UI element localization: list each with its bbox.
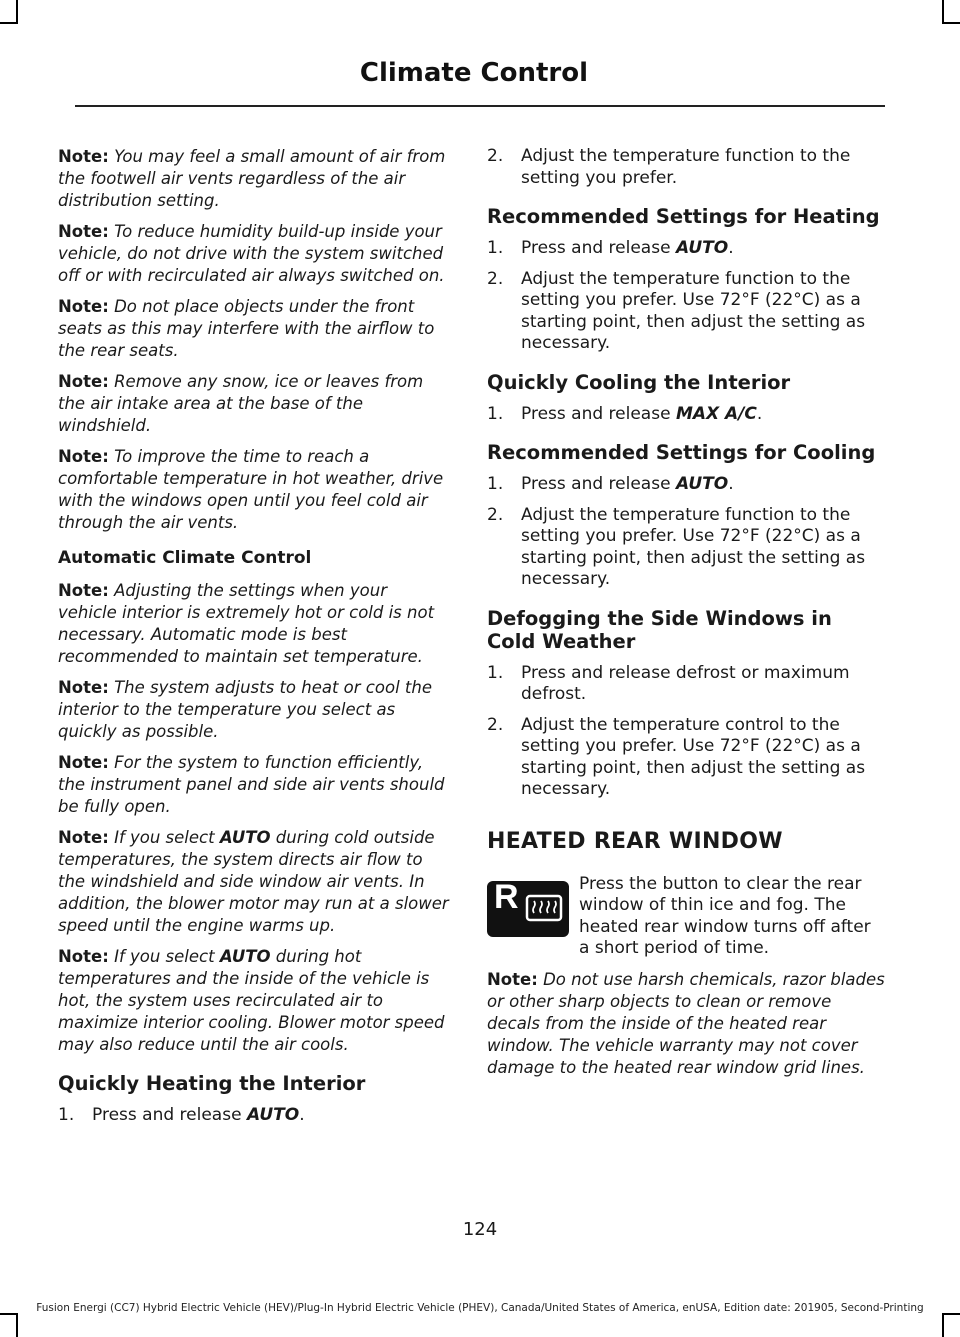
note: Note: Adjusting the settings when your vehicle interior is extremely hot or cold is not necessary. Automatic mode is best recommended to maintain set temperature. — [58, 581, 435, 666]
footer-text: Fusion Energi (CC7) Hybrid Electric Vehicle (HEV)/Plug-In Hybrid Electric Vehicle (PHEV), Canada/United States of America, enUSA, Edition date: 201905, Second-Printing — [36, 1302, 924, 1314]
note: Note: The system adjusts to heat or cool the interior to the temperature you select as quickly as possible. — [58, 678, 432, 741]
quick-cool-heading: Quickly Cooling the Interior — [487, 370, 791, 394]
page-number: 124 — [462, 1219, 498, 1240]
note-cold-weather: Note: If you select AUTO during cold outside temperatures, the system directs air flow to the windshield and side window air vents. In addition, the blower motor may run at a slower speed until the engine warms up. — [58, 828, 449, 935]
list-item: 1. Press and release AUTO. — [487, 238, 734, 258]
list-item: 1. Press and release AUTO. — [487, 474, 734, 494]
left-column — [58, 146, 450, 1136]
list-item: 2. Adjust the temperature function to the setting you prefer. Use 72°F (22°C) as a starting point, then adjust the setting as necessary. — [487, 504, 866, 589]
heated-rear-window-heading: HEATED REAR WINDOW — [487, 828, 783, 854]
right-column — [487, 146, 885, 1088]
note: Note: For the system to function efficiently, the instrument panel and side air vents should be fully open. — [58, 753, 445, 816]
note: Note: To improve the time to reach a comfortable temperature in hot weather, drive with the windows open until you feel cold air through the air vents. — [58, 447, 444, 532]
note: Note: Do not place objects under the front seats as this may interfere with the airflow to the rear seats. — [58, 297, 435, 360]
note-hot-weather: Note: If you select AUTO during hot temperatures and the inside of the vehicle is hot, the system uses recirculated air to maximize interior cooling. Blower motor speed may also reduce until the air cools. — [58, 947, 445, 1054]
list-item: 2. Adjust the temperature function to the setting you prefer. Use 72°F (22°C) as a starting point, then adjust the setting as necessary. — [487, 268, 866, 353]
rec-cool-heading: Recommended Settings for Cooling — [487, 441, 876, 464]
automatic-climate-control-heading: Automatic Climate Control — [58, 548, 312, 568]
crop-mark-top-left-v — [16, 0, 18, 22]
crop-mark-top-left-h — [0, 22, 18, 24]
list-item: 1. Press and release defrost or maximum defrost. — [487, 662, 850, 704]
note-heated-window: Note: Do not use harsh chemicals, razor blades or other sharp objects to clean or remove decals from the inside of the heated rear window. The vehicle warranty may not cover damage to the heated rear window grid lines. — [487, 969, 885, 1077]
page-title: Climate Control — [359, 58, 588, 88]
crop-mark-bottom-right-v — [942, 1313, 944, 1337]
list-item: 2. Adjust the temperature function to the setting you prefer. — [487, 146, 851, 188]
list-item: 1. Press and release AUTO. — [58, 1105, 305, 1125]
defog-heading: Defogging the Side Windows in Cold Weather — [487, 606, 832, 653]
note: Note: Remove any snow, ice or leaves from the air intake area at the base of the windshield. — [58, 372, 424, 435]
crop-mark-top-right-h — [942, 22, 960, 24]
list-item: 1. Press and release MAX A/C. — [487, 403, 763, 424]
rec-heat-heading: Recommended Settings for Heating — [487, 205, 880, 228]
heated-rear-window-text: R Press the button to clear the rear window of thin ice and fog. The heated rear window turns off after a short period of time. — [487, 874, 885, 960]
note: Note: To reduce humidity build-up inside your vehicle, do not drive with the system switched off or with recirculated air always switched on. — [58, 222, 445, 285]
header-divider — [75, 105, 885, 107]
crop-mark-top-right-v — [942, 0, 944, 22]
note: Note: You may feel a small amount of air from the footwell air vents regardless of the air distribution setting. — [58, 147, 446, 210]
crop-mark-bottom-left-v — [16, 1313, 18, 1337]
list-item: 2. Adjust the temperature control to the setting you prefer. Use 72°F (22°C) as a starting point, then adjust the setting as necessary. — [487, 714, 866, 799]
quick-heat-heading: Quickly Heating the Interior — [58, 1072, 366, 1095]
heated-rear-window-icon: R — [487, 881, 569, 937]
